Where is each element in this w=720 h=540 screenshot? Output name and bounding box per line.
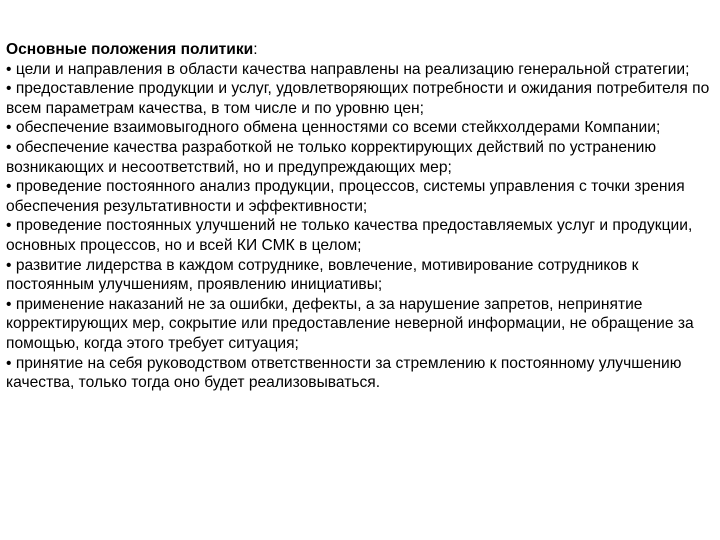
bullet-marker: • [6, 80, 12, 98]
policy-text-block [6, 40, 718, 393]
bullet-marker: • [6, 119, 12, 137]
policy-item-2 [6, 79, 718, 118]
policy-heading-title: Основные положения политики [6, 41, 254, 58]
policy-item-6 [6, 216, 718, 255]
bullet-marker: • [6, 60, 12, 78]
bullet-marker: • [6, 354, 12, 372]
policy-item-text: принятие на себя руководством ответственности за стремлению к постоянному улучшению качества, только тогда оно будет реализовываться. [6, 354, 682, 392]
policy-item-text: обеспечение взаимовыгодного обмена ценностями со всеми стейкхолдерами Компании; [15, 119, 661, 137]
bullet-marker: • [6, 178, 12, 196]
policy-item-9 [6, 354, 718, 393]
policy-item-text: применение наказаний не за ошибки, дефекты, а за нарушение запретов, непринятие корректирующих мер, сокрытие или предоставление неверной информации, не обращение за помощью, когда этого требует ситуация; [6, 295, 694, 352]
policy-item-text: проведение постоянного анализ продукции, процессов, системы управления с точки зрения обеспечения результативности и эффективности; [6, 178, 685, 215]
policy-item-7 [6, 256, 718, 295]
policy-item-text: проведение постоянных улучшений не только качества предоставляемых услуг и продукции, основных процессов, но и всей КИ СМК в целом; [6, 217, 693, 254]
policy-item-text: цели и направления в области качества направлены на реализацию генеральной стратегии; [15, 60, 690, 78]
bullet-marker: • [6, 138, 12, 156]
policy-item-1 [6, 60, 718, 80]
policy-item-text: развитие лидерства в каждом сотруднике, вовлечение, мотивирование сотрудников к постоянным улучшениям, проявлению инициативы; [6, 256, 639, 294]
bullet-marker: • [6, 217, 12, 235]
policy-item-4 [6, 138, 718, 177]
bullet-marker: • [6, 256, 12, 274]
policy-item-3 [6, 118, 718, 138]
policy-item-text: обеспечение качества разработкой не только корректирующих действий по устранению возникающих и несоответствий, но и предупреждающих мер; [6, 138, 657, 176]
bullet-marker: • [6, 295, 12, 313]
policy-item-8 [6, 295, 718, 354]
policy-heading-colon: : [253, 41, 258, 58]
policy-item-text: предоставление продукции и услуг, удовлетворяющих потребности и ожидания потребителя по всем параметрам качества, в том числе и по уровню цен; [6, 80, 710, 117]
policy-item-5 [6, 177, 718, 216]
policy-heading [6, 40, 718, 60]
